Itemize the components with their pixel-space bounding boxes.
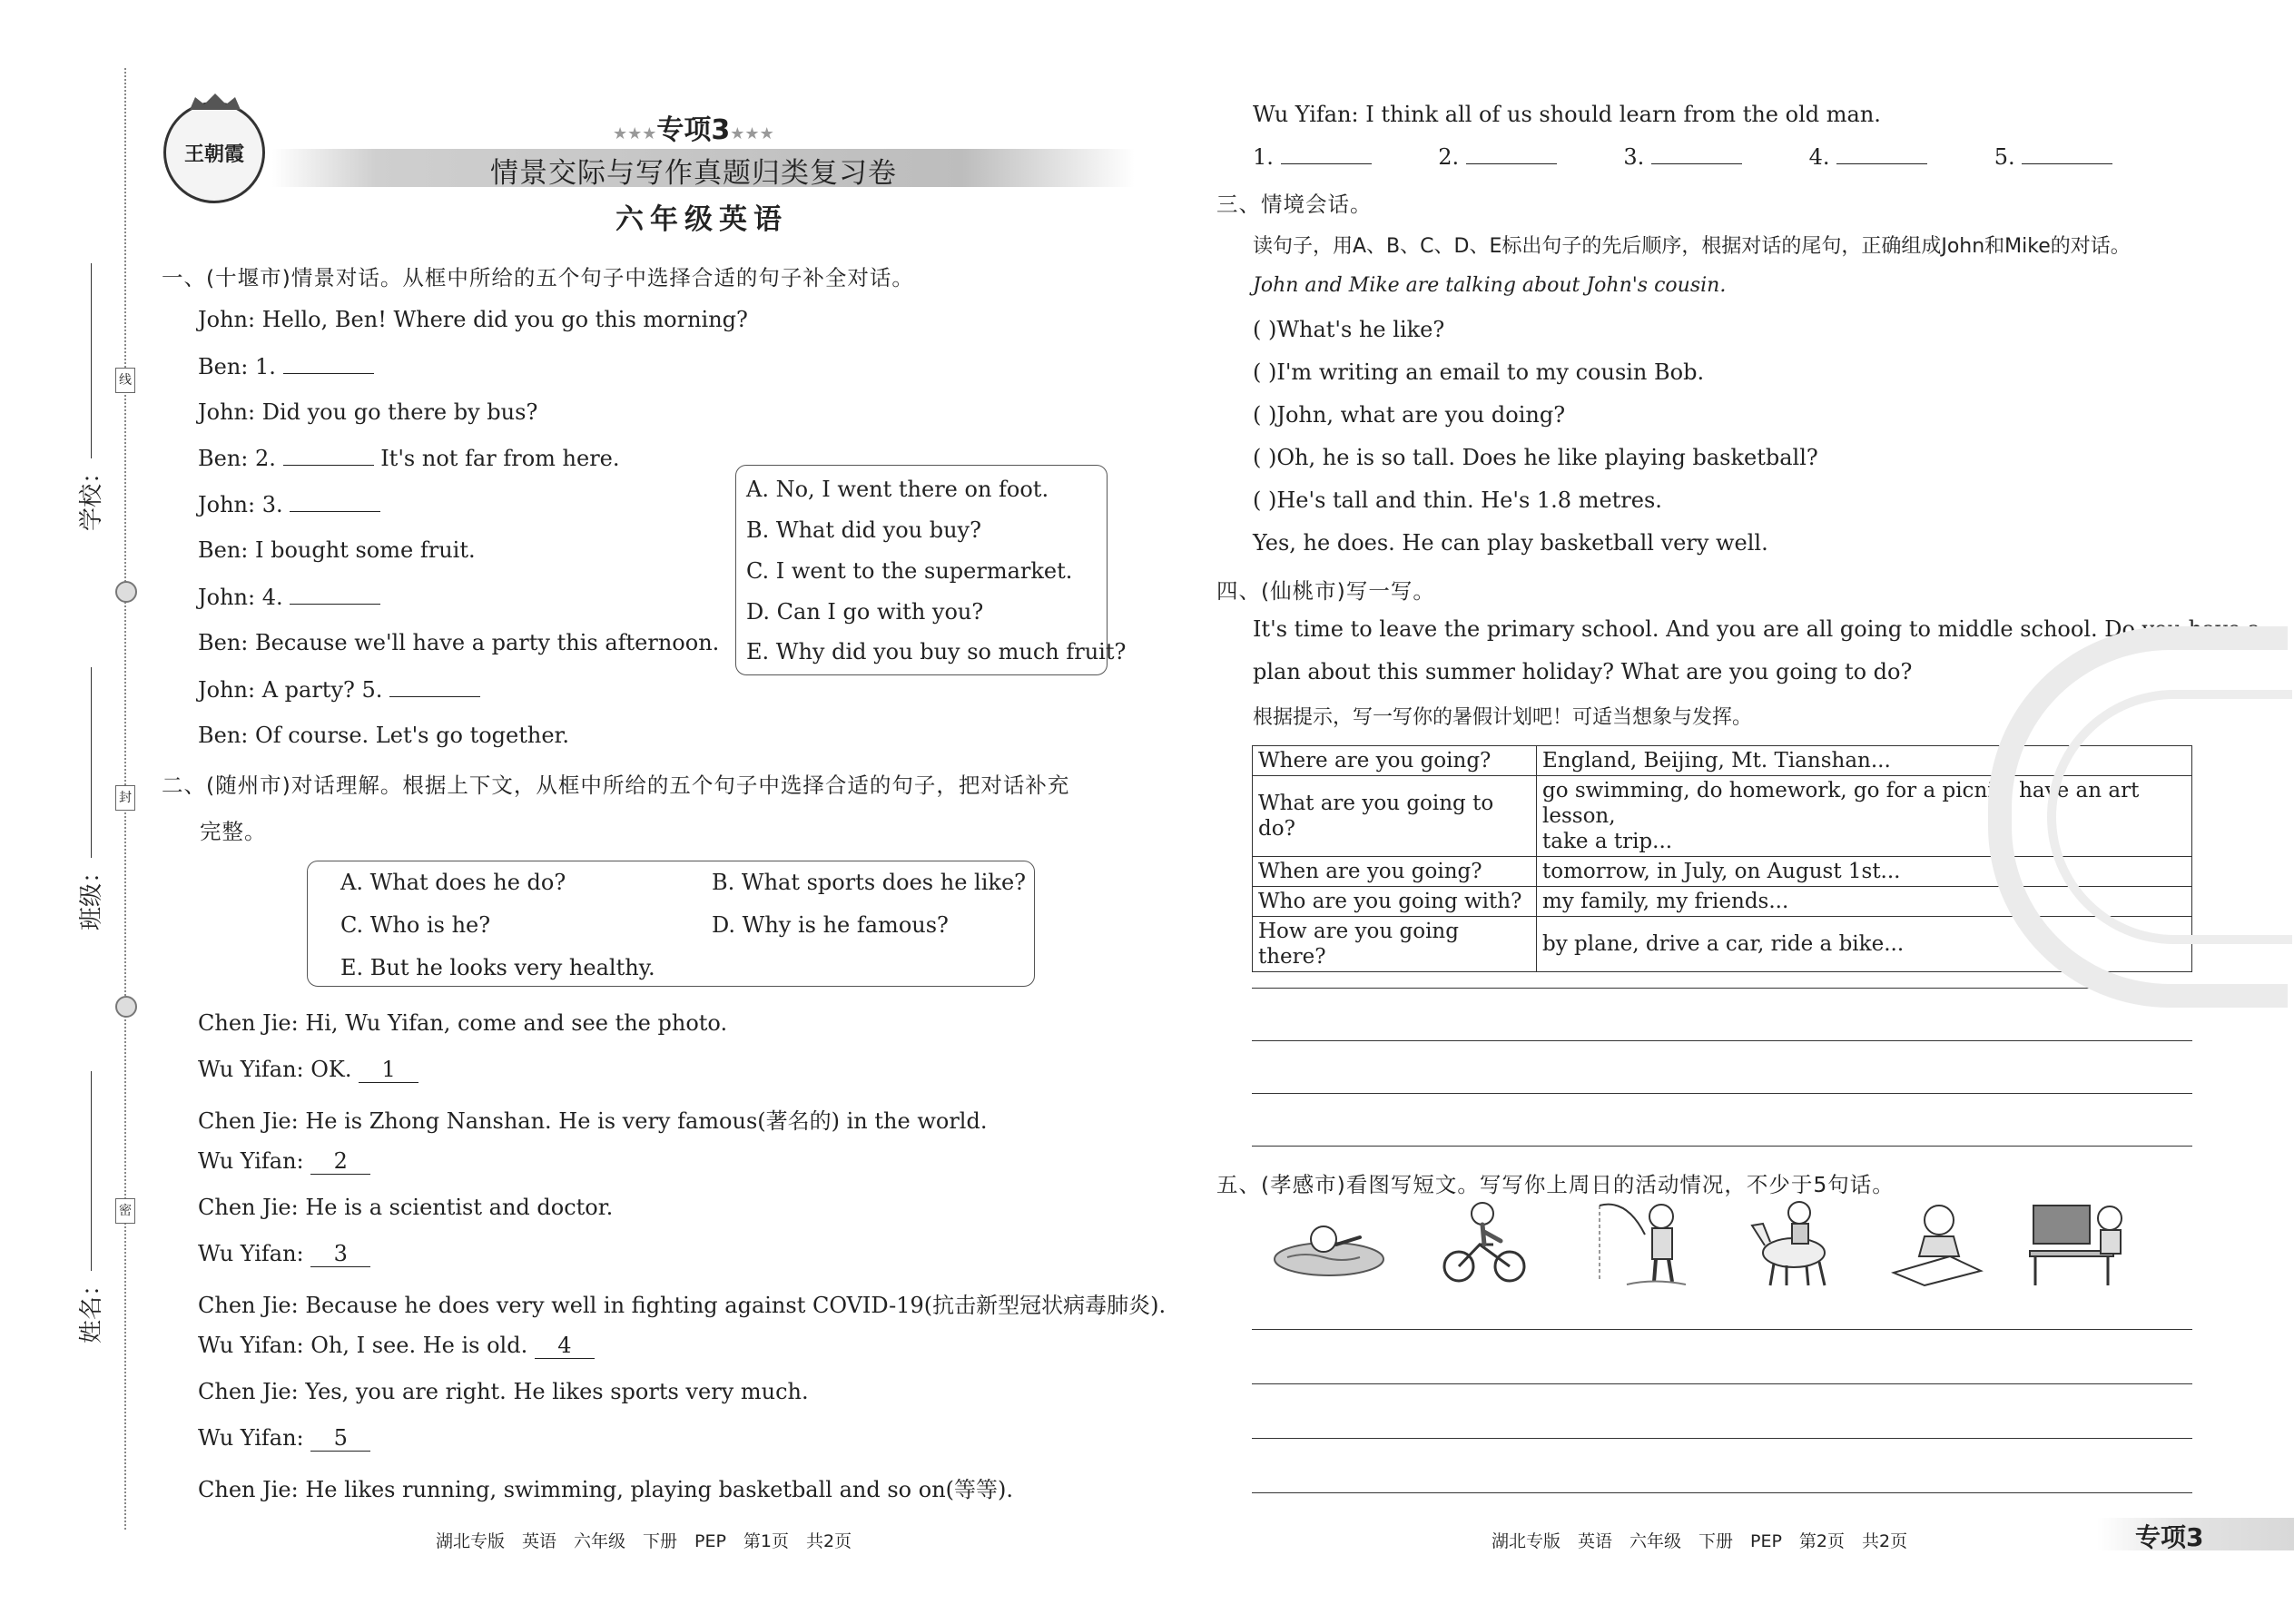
order-line[interactable]: ( )Oh, he is so tall. Does he like playing basketball? bbox=[1253, 445, 1818, 470]
swimming-picture bbox=[1269, 1212, 1389, 1284]
cell-text: take a trip... bbox=[1542, 830, 1673, 853]
option-c: C. I went to the supermarket. bbox=[746, 558, 1073, 584]
dialog-line: John: Did you go there by bus? bbox=[198, 399, 538, 425]
table-cell: England, Beijing, Mt. Tianshan... bbox=[1537, 746, 2192, 776]
dialog-line: Ben: I bought some fruit. bbox=[198, 537, 476, 563]
dialog-line bbox=[198, 676, 480, 703]
section3-heading: 三、情境会话。 bbox=[1216, 192, 1373, 217]
dialog-line bbox=[198, 1057, 418, 1083]
dialog-text: John: 4. bbox=[198, 585, 283, 610]
class-label: 班级： bbox=[78, 859, 105, 930]
answer-blank[interactable] bbox=[1651, 143, 1742, 164]
dialog-text: Wu Yifan: bbox=[198, 1148, 304, 1174]
dialog-text: Wu Yifan: bbox=[198, 1425, 304, 1451]
section2-heading: 二、(随州市)对话理解。根据上下文，从框中所给的五个句子中选择合适的句子，把对话补充 bbox=[162, 773, 1070, 798]
order-line[interactable]: ( )What's he like? bbox=[1253, 317, 1445, 342]
section2-heading-cont: 完整。 bbox=[200, 819, 267, 844]
dialog-text: Wu Yifan: bbox=[198, 1241, 304, 1266]
answer-blank[interactable] bbox=[2022, 143, 2112, 164]
dialog-line: Chen Jie: He likes running, swimming, playing basketball and so on(等等). bbox=[198, 1477, 1014, 1502]
writing-line[interactable] bbox=[1252, 1383, 2192, 1384]
horse-riding-picture bbox=[1743, 1198, 1843, 1289]
star-icon: ★★★ bbox=[613, 124, 657, 143]
answer-blank[interactable] bbox=[1281, 143, 1372, 164]
dialog-text: Wu Yifan: Oh, I see. He is old. bbox=[198, 1333, 528, 1358]
option-c: C. Who is he? bbox=[340, 912, 491, 938]
order-line[interactable]: ( )He's tall and thin. He's 1.8 metres. bbox=[1253, 487, 1662, 513]
binding-mark-bottom: 密 bbox=[115, 1198, 135, 1224]
dialog-line bbox=[198, 1241, 370, 1267]
writing-line[interactable] bbox=[1252, 1329, 2192, 1330]
binding-mark-top: 线 bbox=[115, 368, 135, 393]
watermark-seal-inner bbox=[2047, 690, 2292, 944]
dialog-line: John: Hello, Ben! Where did you go this morning? bbox=[198, 307, 748, 332]
dialog-line bbox=[198, 445, 620, 471]
answer-row bbox=[1253, 143, 2112, 170]
dialog-text: It's not far from here. bbox=[380, 446, 620, 471]
section1-heading: 一、(十堰市)情景对话。从框中所给的五个句子中选择合适的句子补全对话。 bbox=[162, 265, 914, 290]
option-e: E. But he looks very healthy. bbox=[340, 955, 655, 980]
answer-number: 2. bbox=[1438, 144, 1460, 170]
option-a: A. What does he do? bbox=[340, 870, 566, 895]
section5-heading: 五、(孝感市)看图写短文。写写你上周日的活动情况，不少于5句话。 bbox=[1216, 1172, 1895, 1197]
dialog-line bbox=[198, 1148, 370, 1175]
dialog-line bbox=[198, 1333, 595, 1359]
table-cell: When are you going? bbox=[1253, 857, 1537, 887]
dialog-text: John: 3. bbox=[198, 492, 283, 517]
topic-label bbox=[613, 107, 774, 147]
footer-tag: 专项3 bbox=[2135, 1522, 2204, 1552]
page-footer-right: 湖北专版 英语 六年级 下册 PEP 第2页 共2页 bbox=[1492, 1531, 1908, 1551]
flower-icon bbox=[115, 581, 137, 603]
order-line[interactable]: ( )I'm writing an email to my cousin Bob. bbox=[1253, 359, 1705, 385]
answer-blank[interactable] bbox=[290, 491, 380, 512]
table-cell: What are you going to do? bbox=[1253, 776, 1537, 857]
dialog-line: Chen Jie: He is a scientist and doctor. bbox=[198, 1195, 614, 1220]
answer-blank[interactable] bbox=[1466, 143, 1557, 164]
dialog-line bbox=[198, 584, 380, 610]
answer-blank[interactable]: 5 bbox=[310, 1425, 370, 1452]
drawing-picture bbox=[1886, 1200, 1986, 1286]
answer-blank[interactable]: 2 bbox=[310, 1148, 370, 1175]
topic-text: 专项3 bbox=[656, 114, 731, 146]
writing-line[interactable] bbox=[1252, 1093, 2192, 1094]
prompt-text: 根据提示，写一写你的暑假计划吧！可适当想象与发挥。 bbox=[1253, 706, 1753, 729]
logo-badge bbox=[163, 102, 265, 203]
school-field[interactable] bbox=[91, 263, 92, 458]
page-title: 情景交际与写作真题归类复习卷 bbox=[490, 157, 897, 190]
dialog-line: Chen Jie: Hi, Wu Yifan, come and see the photo. bbox=[198, 1010, 728, 1036]
binding-mark-mid: 封 bbox=[115, 785, 135, 811]
dialog-line bbox=[198, 491, 380, 517]
dialog-text: Ben: 1. bbox=[198, 354, 276, 379]
option-e: E. Why did you buy so much fruit? bbox=[746, 639, 1127, 664]
dialog-line: Chen Jie: He is Zhong Nanshan. He is very famous(著名的) in the world. bbox=[198, 1108, 988, 1134]
flower-icon bbox=[115, 996, 137, 1018]
dialog-line: Wu Yifan: I think all of us should learn from the old man. bbox=[1253, 102, 1881, 127]
answer-number: 5. bbox=[1994, 144, 2015, 170]
writing-line[interactable] bbox=[1252, 988, 2192, 989]
class-field[interactable] bbox=[91, 667, 92, 858]
table-cell: Who are you going with? bbox=[1253, 887, 1537, 917]
writing-line[interactable] bbox=[1252, 1438, 2192, 1439]
dialog-line: Yes, he does. He can play basketball very well. bbox=[1253, 530, 1768, 556]
option-d: D. Why is he famous? bbox=[712, 912, 949, 938]
dialog-line bbox=[198, 1425, 370, 1452]
school-label: 学校： bbox=[78, 459, 105, 531]
writing-line[interactable] bbox=[1252, 1146, 2192, 1147]
section3-context: John and Mike are talking about John's cousin. bbox=[1253, 274, 1727, 297]
option-b: B. What sports does he like? bbox=[712, 870, 1027, 895]
answer-blank[interactable] bbox=[283, 353, 374, 374]
dialog-text: Ben: 2. bbox=[198, 446, 276, 471]
answer-blank[interactable] bbox=[389, 676, 480, 697]
page-subtitle: 六年级英语 bbox=[615, 203, 788, 236]
option-d: D. Can I go with you? bbox=[746, 599, 984, 625]
answer-number: 4. bbox=[1808, 144, 1830, 170]
fishing-picture bbox=[1590, 1198, 1690, 1289]
section4-heading: 四、(仙桃市)写一写。 bbox=[1216, 578, 1435, 604]
table-cell: my family, my friends... bbox=[1537, 887, 2192, 917]
writing-line[interactable] bbox=[1252, 1492, 2192, 1493]
table-cell: by plane, drive a car, ride a bike... bbox=[1537, 917, 2192, 972]
logo-text: 王朝霞 bbox=[183, 143, 244, 166]
computer-picture bbox=[2026, 1198, 2135, 1289]
answer-number: 3. bbox=[1623, 144, 1645, 170]
star-icon: ★★★ bbox=[730, 124, 774, 143]
answer-blank[interactable] bbox=[283, 445, 374, 466]
cell-text: go swimming, do homework, go for a picnic, have an art lesson, bbox=[1542, 779, 2140, 828]
dialog-line: Chen Jie: Yes, you are right. He likes sports very much. bbox=[198, 1379, 809, 1404]
table-cell: tomorrow, in July, on August 1st... bbox=[1537, 857, 2192, 887]
dialog-text: Wu Yifan: OK. bbox=[198, 1057, 352, 1082]
order-line[interactable]: ( )John, what are you doing? bbox=[1253, 402, 1566, 428]
table-cell: How are you going there? bbox=[1253, 917, 1537, 972]
cycling-picture bbox=[1439, 1201, 1530, 1284]
option-b: B. What did you buy? bbox=[746, 517, 981, 543]
answer-blank[interactable]: 3 bbox=[310, 1241, 370, 1267]
crown-icon bbox=[188, 92, 242, 112]
page-footer-left: 湖北专版 英语 六年级 下册 PEP 第1页 共2页 bbox=[436, 1531, 852, 1551]
writing-line[interactable] bbox=[1252, 1040, 2192, 1041]
dialog-line: Ben: Of course. Let's go together. bbox=[198, 723, 569, 748]
prompt-text: It's time to leave the primary school. And you are all going to middle school. Do you have a bbox=[1253, 616, 2261, 642]
dialog-line: Ben: Because we'll have a party this afternoon. bbox=[198, 630, 720, 655]
answer-number: 1. bbox=[1253, 144, 1274, 170]
dialog-line bbox=[198, 353, 374, 379]
answer-blank[interactable] bbox=[290, 584, 380, 605]
table-cell: Where are you going? bbox=[1253, 746, 1537, 776]
name-label: 姓名： bbox=[78, 1272, 105, 1343]
name-field[interactable] bbox=[91, 1071, 92, 1271]
dialog-text: John: A party? 5. bbox=[198, 677, 383, 703]
answer-blank[interactable]: 4 bbox=[535, 1333, 595, 1359]
answer-blank[interactable] bbox=[1836, 143, 1927, 164]
answer-blank[interactable]: 1 bbox=[359, 1057, 418, 1083]
dialog-line: Chen Jie: Because he does very well in fighting against COVID-19(抗击新型冠状病毒肺炎). bbox=[198, 1293, 1167, 1318]
section3-instruction: 读句子，用A、B、C、D、E标出句子的先后顺序，根据对话的尾句，正确组成John和Mike的对话。 bbox=[1253, 235, 2131, 258]
option-a: A. No, I went there on foot. bbox=[746, 477, 1049, 502]
prompt-text: plan about this summer holiday? What are you going to do? bbox=[1253, 659, 1913, 684]
